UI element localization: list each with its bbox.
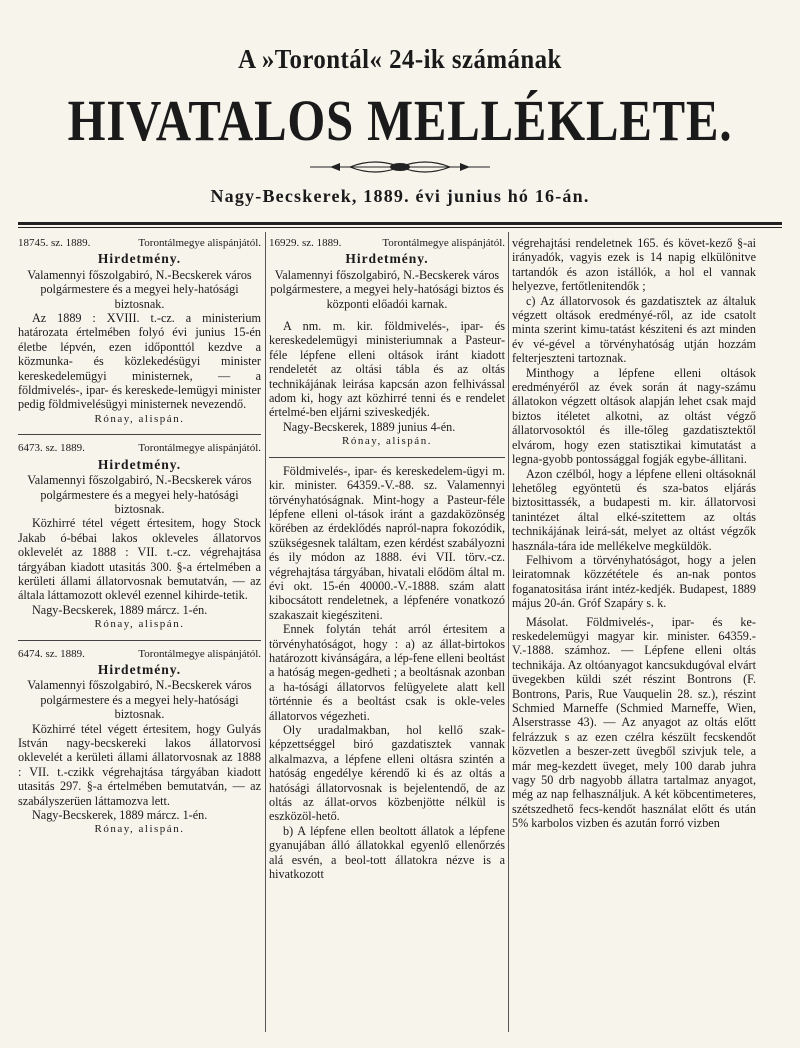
notice-signature: Rónay, alispán. (94, 618, 185, 631)
notice-office: Torontálmegye alispánjától. (138, 237, 261, 249)
header-rule (18, 222, 782, 225)
notice-ref: 16929. sz. 1889. (269, 237, 342, 249)
notice-office: Torontálmegye alispánjától. (138, 647, 261, 660)
decree-paragraph: Földmivelés-, ipar- és kereskedelem-ügyi m. kir. minister. 64359.-V.-88. sz. Valamennyi törvényhatóságnak. Mint-hogy a Pasteur-féle lépfene elleni ol-tások iránt a gazdaközönség körében az érdeklődés napról-napra fokozódik, szükségesnek találtam, ezen kérdést szabályozni és ily módon az 1888. évi VII. törv.-cz. végrehajtása tárgyában, hivatali elődöm által m. évi okt. 15-én 40000.-V.-1888. szám alatt kibocsátott rendeletnek, a lépfenére vonatkozó szakaszait kiegésziteni. (269, 463, 505, 622)
column-2 (269, 236, 505, 881)
page-title: HIVATALOS MELLÉKLETE. (67, 88, 733, 153)
notice-place-date: Nagy-Becskerek, 1889 márcz. 1-én. (32, 602, 208, 617)
notice-title: Hirdetmény. (97, 251, 182, 267)
notice-place-date: Nagy-Becskerek, 1889 junius 4-én. (283, 419, 456, 434)
notice-place-date: Nagy-Becskerek, 1889 márcz. 1-én. (32, 808, 208, 823)
notice-title: Hirdetmény. (345, 251, 429, 267)
notice-ref: 6473. sz. 1889. (18, 442, 85, 455)
decree-paragraph: Felhivom a törvényhatóságot, hogy a jelen leiratomnak közzététele és an-nak pontos foganatositása iránt intéz-kedjék. Budapest, 1889 május 20-án. Gróf Szapáry s. k. (512, 552, 756, 611)
notice-body: Az 1889 : XVIII. t.-cz. a ministerium határozata értelmében folyó évi junius 15-én életbe lépvén, ezen időponttól kezdve a közmunka- és közlekedésügyi minister kereskedelemügyi ministernek, — a földmivelés-, ipar- és kereskede-lemügyi minister pedig földmivelésügyi ministernek nevezendő. (18, 311, 261, 412)
dateline: Nagy-Becskerek, 1889. évi junius hó 16-án. (210, 186, 590, 206)
decree-paragraph: Azon czélból, hogy a lépfene elleni oltásoknál lehetőleg egyöntetü és sza-batos eljárás biztosittassék, a budapesti m. kir. állatorvosi tanintézet által elké-szitettem az oltás technikájának leirá-sát, melyet az oltást végzők használa-tára ide mellékelve megküldök. (512, 466, 756, 553)
notice-signature: Rónay, alispán. (342, 435, 432, 448)
notice-body: Közhirré tétel végett értesitem, hogy Gulyás István nagy-becskereki lakos állatorvosi oklevelét a kerületi állami állatorvosnak az 1888 : VII. t.-czikk végrehajtása tárgyában kiadott utasitás 297. §-a értelmében bemutatván, — az szabályszerüen láttamozva lett. (18, 721, 261, 808)
notice-address: Valamennyi főszolgabiró, N.-Becskerek város polgármestere és a megyei hely-hatósági biztosnak. (27, 678, 252, 722)
decree-paragraph: Oly uradalmakban, hol kellő szak-képzettséggel biró gazdatisztek vannak alkalmazva, a lépfene elleni oltásra szintén a hatóság engedélye kérendő ki és az oltás a hatósági állatorvosnak is bejelentendő, de az oltás az állat-orvos közbenjötte nélkül is eszközöl-hető. (269, 723, 505, 824)
notice-header (18, 441, 261, 455)
column-divider (265, 232, 266, 1032)
ornament-divider (310, 157, 490, 177)
supertitle: A »Torontál« 24-ik számának (238, 44, 562, 74)
notice-header (18, 236, 261, 250)
notice-address: Valamennyi főszolgabiró, N.-Becskerek város polgármestere és a megyei hely-hatósági biztosnak. (27, 473, 252, 516)
notice-address: Valamennyi főszolgabiró, N.-Becskerek város polgármestere, a megyei hely-hatósági biztos és központi előadói karnak. (270, 267, 504, 311)
decree-paragraph: végrehajtási rendeletnek 165. és követ-kező §-ai irányadók, vagyis ezek is 14 napig elkülönitve tartandók és azon istállók, a hol el vannak helyezve, fertőtlenitendők ; (512, 236, 756, 294)
notice-header (18, 647, 261, 661)
notice-separator (18, 640, 261, 641)
header-rule-thin (18, 227, 782, 228)
copy-paragraph: Másolat. Földmivelés-, ipar- és ke-reskedelemügyi magyar kir. minister. 64359.-V.-1888. számhoz. — Lépfene elleni oltás technikája. Az oltóanyagot kancsukdugóval elvárt üvegekben küldi szét részint Bontrons (F. Bontrons, Paris, Rue Vauquelin 28. sz.), részint Schmied Marneffe (Schmied Marneffe, Wien, Alserstrasse 43). — Az anyagot az oltás előtt felrázzuk s az ezen czélra készült fecskendőt közvetlen a beszer-zett üvegből szivjuk tele, a már meg-kezdett üveget, mely 100 darab juhra vagy 50 drb nagyobb állatra tartalmaz anyagot, még az nap felhasználjuk. A két köbcentimeteres, szétszedhető fecs-kendőt használat előtt és után 5% karbolos vizben és azután forró vizben (512, 614, 756, 831)
column-1 (18, 236, 261, 837)
notice-body: Közhirré tétel végett értesitem, hogy Stock Jakab ó-bébai lakos okleveles állatorvos oklevelét az 1888 : VII. t.-cz. végrehajtása tárgyában kiadott utasitás 300. §-a értelmében a kerületi állami állatorvosnak bemutatván, — az általa láttamozott oklevél ezennel kihirde-tetik. (18, 516, 261, 603)
decree-paragraph: c) Az állatorvosok és gazdatisztek az általuk végzett oltások eredményé-ről, az ide csatolt minta szerint kimu-tatást késziteni és azt minden év vé-gével a törvényhatóság utján hozzám felterjeszteni tartoznak. (512, 293, 756, 366)
notice-office: Torontálmegye alispánjától. (382, 237, 505, 249)
decree-paragraph: Minthogy a lépfene elleni oltások eredményéről az évek során át nagy-számu állatokon végzett oltások alapján lehet csak majd biztos itéletet alkotni, az oltást végző állatorvosoktól és ille-tőleg gazdatisztektől elvárom, hogy ezen statisztikai kimutatást a legna-gyobb pontossággal fogják egybe-állitani. (512, 365, 756, 467)
notice-address: Valamennyi főszolgabiró, N.-Becskerek város polgármestere és a megyei hely-hatósági biztosnak. (27, 267, 252, 311)
notice-title: Hirdetmény. (97, 661, 182, 677)
notice-body: A nm. m. kir. földmivelés-, ipar- és kereskedelemügyi ministeriumnak a Pasteur-féle lépfene elleni oltások iránt kiadott rendeletét az oltási tábla és az oltás technikájának leirása kapcsán azon felhivással adom ki, hogy azt közhirré tenni és e rendelet értelmé-ben eljárni sziveskedjék. (269, 319, 505, 420)
notice-signature: Rónay, alispán. (94, 823, 185, 836)
decree-paragraph: b) A lépfene ellen beoltott állatok a lépfene gyanujában álló állatokkal egyenlő ellenőrzés alá esvén, a beol-tott állatokra nézve is a hivatkozott (269, 823, 505, 882)
decree-paragraph: Ennek folytán tehát arról értesitem a törvényhatóságot, hogy : a) az állat-birtokos határozott kivánságára, a lép-fene elleni beoltást a hatóság megen-gedheti ; a beoltásnak azonban a ha-tósági állatorvos felügyelete alatt kell történnie és a beoltást csak is okle-veles állatorvos végezheti. (269, 622, 505, 723)
notice-separator (18, 434, 261, 435)
notice-header (269, 236, 505, 250)
notice-ref: 18745. sz. 1889. (18, 237, 91, 249)
notice-title: Hirdetmény. (97, 456, 182, 472)
notice-ref: 6474. sz. 1889. (18, 647, 85, 660)
column-divider (508, 232, 509, 1032)
notice-office: Torontálmegye alispánjától. (138, 442, 261, 455)
notice-separator (269, 457, 505, 458)
column-3 (512, 236, 756, 831)
notice-signature: Rónay, alispán. (94, 412, 185, 425)
